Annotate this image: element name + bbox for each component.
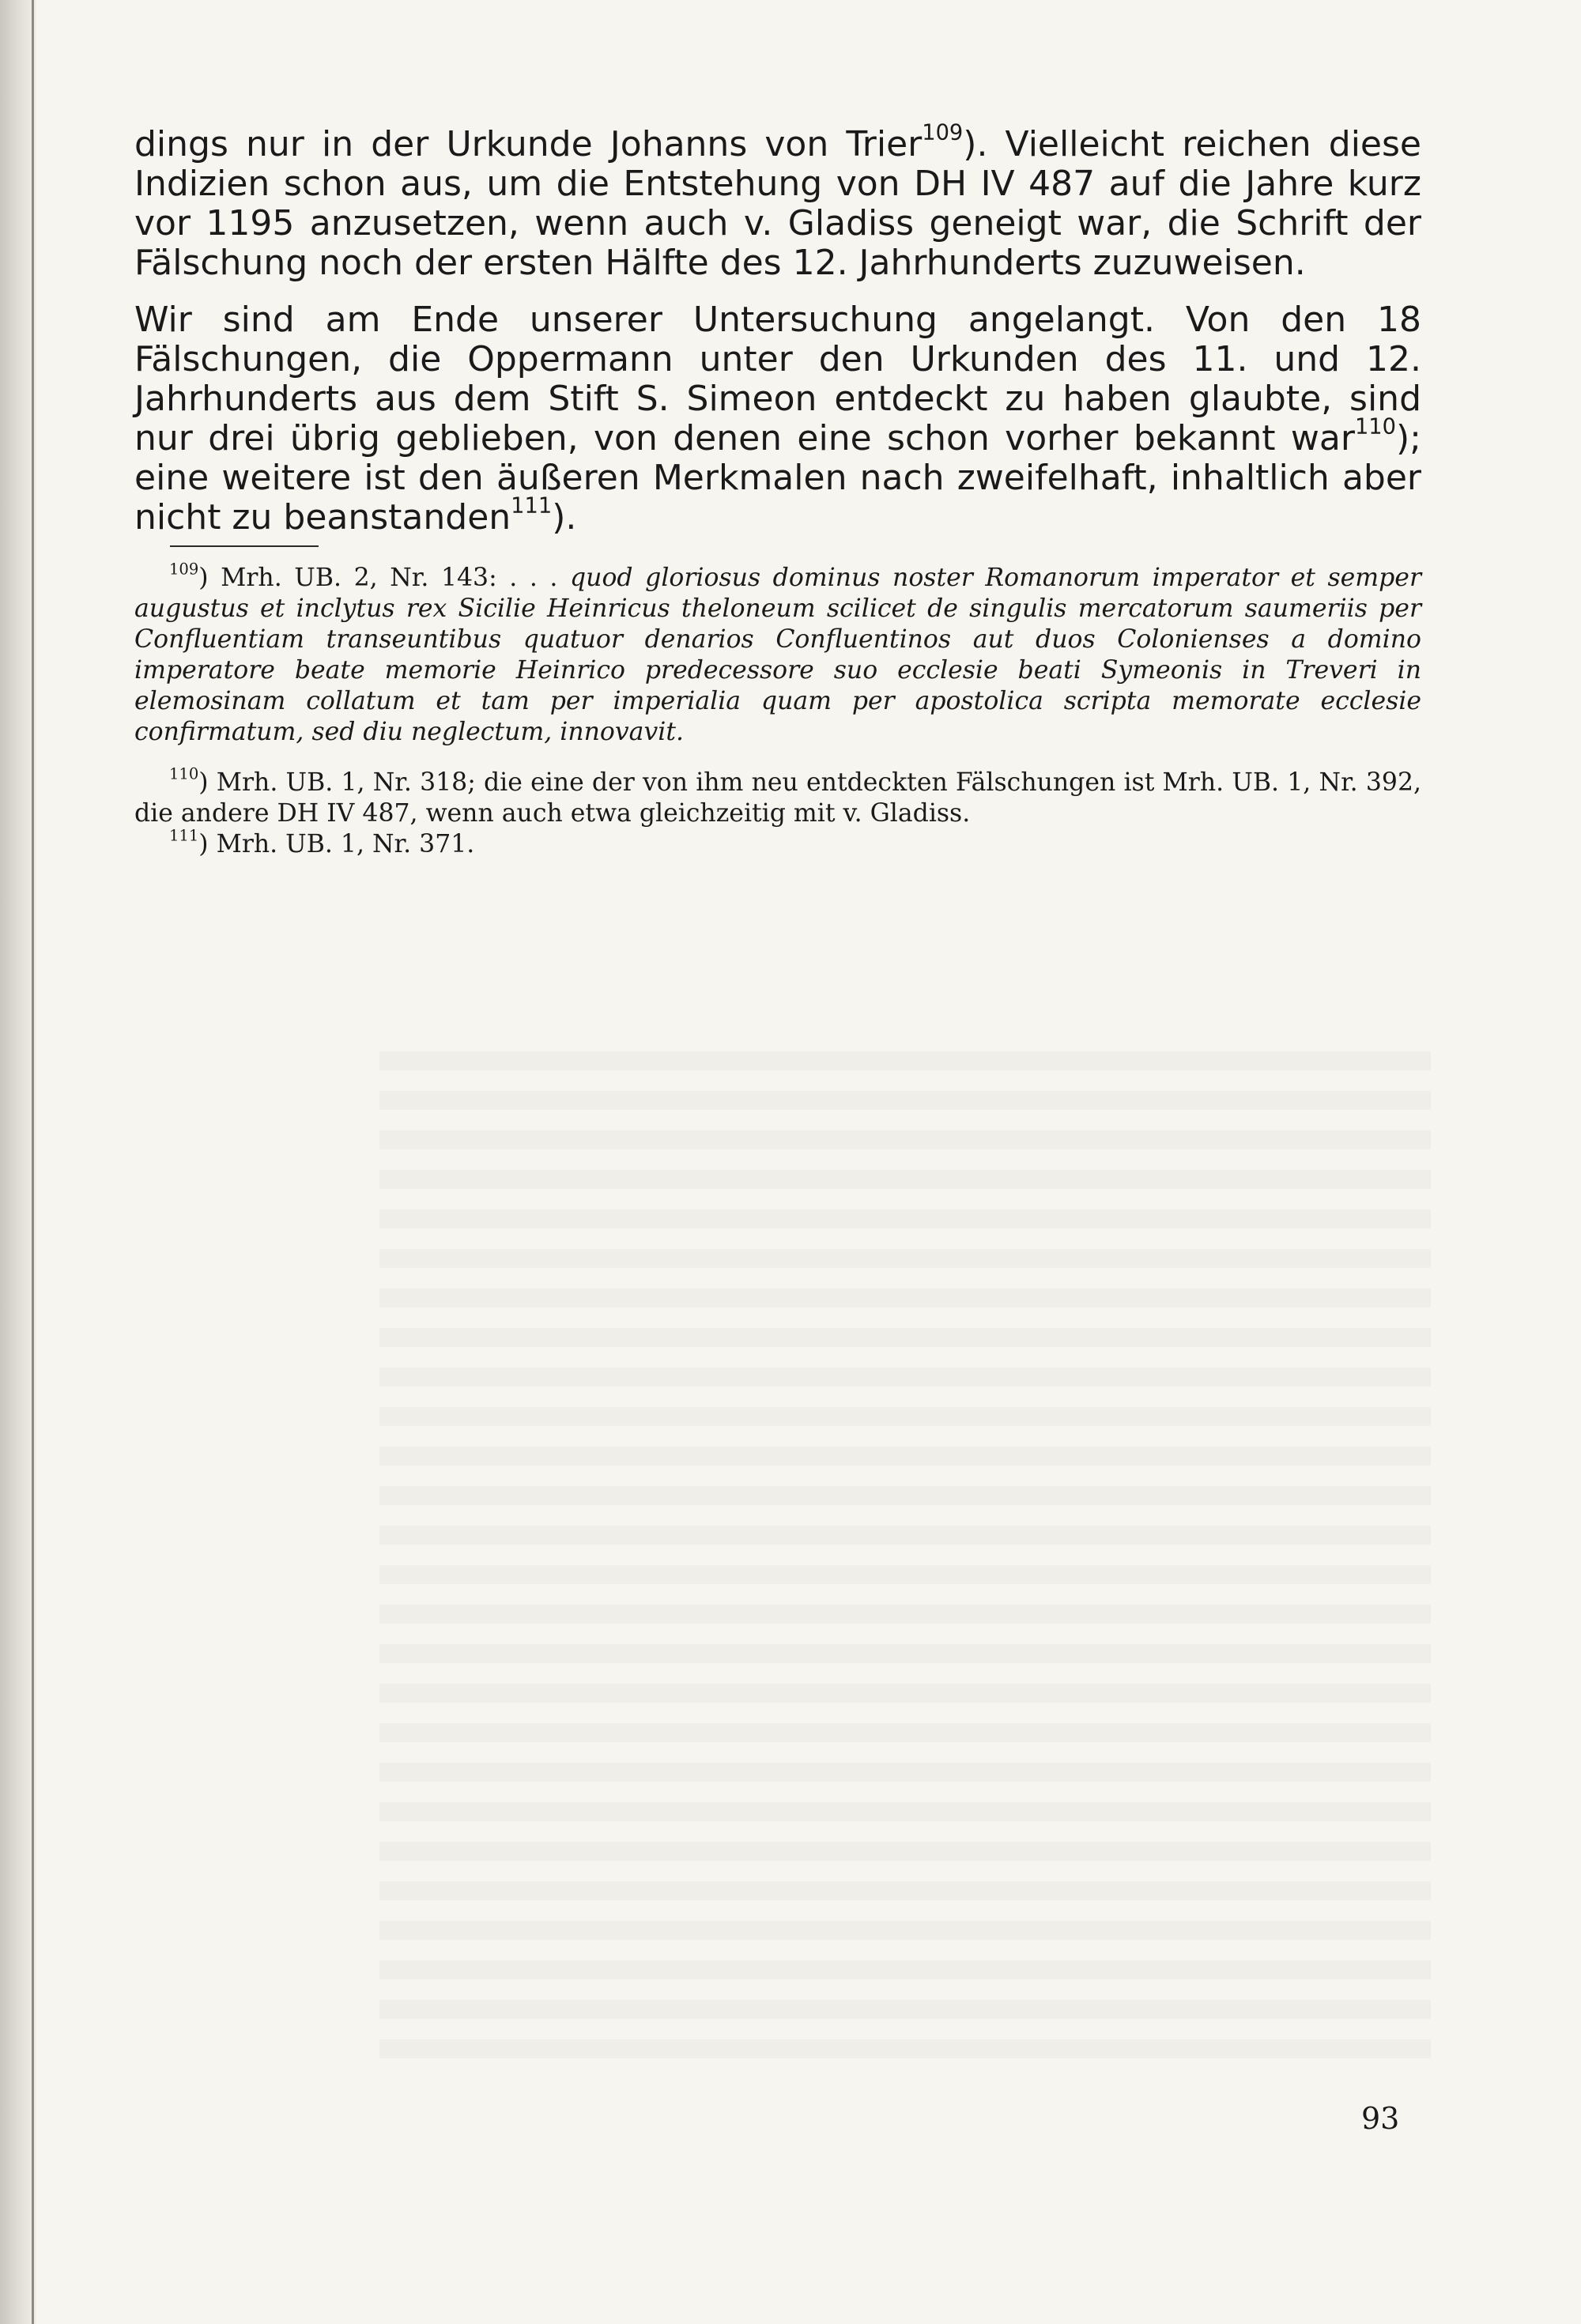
- footnote-number: 109: [169, 560, 199, 579]
- footnote-reference: Mrh. UB. 2, Nr. 143: . . .: [221, 564, 558, 592]
- footnote-ref-109: 109: [922, 120, 964, 145]
- page-number: 93: [1361, 2101, 1400, 2136]
- footnote-latin-quote: quod gloriosus dominus noster Romanorum imperator et semper augustus et inclytus rex Sicilie Heinricus theloneum scilicet de singulis mercatorum saumeriis per Confluentiam transeuntibus quatuor denarios Confluentinos aut duos Colonienses a domino imperatore beate memorie Heinrico predecessore suo ecclesie beati Symeonis in Treveri in elemosinam collatum et tam per imperialia quam per apostolica scripta memorate ecclesie confirmatum, sed diu neglectum, innovavit.: [134, 564, 1421, 746]
- paragraph-1-text-a: dings nur in der Urkunde Johanns von Trier: [134, 124, 923, 164]
- footnote-separator: [170, 545, 319, 547]
- footnote-ref-110: 110: [1354, 414, 1396, 440]
- paragraph-2-text-a: Wir sind am Ende unserer Untersuchung angelangt. Von den 18 Fälschungen, die Oppermann unter den Urkunden des 11. und 12. Jahrhunderts aus dem Stift S. Simeon entdeckt zu haben glaubte, sind nur drei übrig geblieben, von denen eine schon vorher bekannt war: [134, 300, 1421, 458]
- footnote-111: [134, 826, 1421, 860]
- footnote-number: 110: [169, 764, 199, 783]
- bleed-through-text: [379, 1051, 1431, 2079]
- paragraph-2-text-c: ).: [552, 497, 577, 538]
- binding-edge-line: [32, 0, 34, 2324]
- paragraph-1: [134, 120, 1421, 283]
- footnote-110: [134, 764, 1422, 829]
- footnote-number: 111: [169, 826, 199, 845]
- footnote-text: Mrh. UB. 1, Nr. 371.: [216, 830, 475, 858]
- paragraph-2: [134, 300, 1421, 538]
- footnote-109: [134, 560, 1421, 748]
- footnote-marker: ): [198, 830, 209, 858]
- footnote-marker: ): [198, 768, 209, 797]
- footnote-ref-111: 111: [511, 493, 553, 519]
- paragraph-1-text-b: ). Vielleicht reichen diese Indizien schon aus, um die Entstehung von DH IV 487 auf die Jahre kurz vor 1195 anzusetzen, wenn auch v. Gladiss geneigt war, die Schrift der Fälschung noch der ersten Hälfte des 12. Jahrhunderts zuzuweisen.: [134, 124, 1421, 283]
- footnote-marker: ): [198, 564, 209, 592]
- paragraph-2-text-b: ); eine weitere ist den äußeren Merkmalen nach zweifelhaft, inhaltlich aber nicht zu beanstanden: [134, 418, 1421, 538]
- footnote-text: Mrh. UB. 1, Nr. 318; die eine der von ihm neu entdeckten Fälschungen ist Mrh. UB. 1, Nr. 392, die andere DH IV 487, wenn auch etwa gleichzeitig mit v. Gladiss.: [134, 768, 1422, 828]
